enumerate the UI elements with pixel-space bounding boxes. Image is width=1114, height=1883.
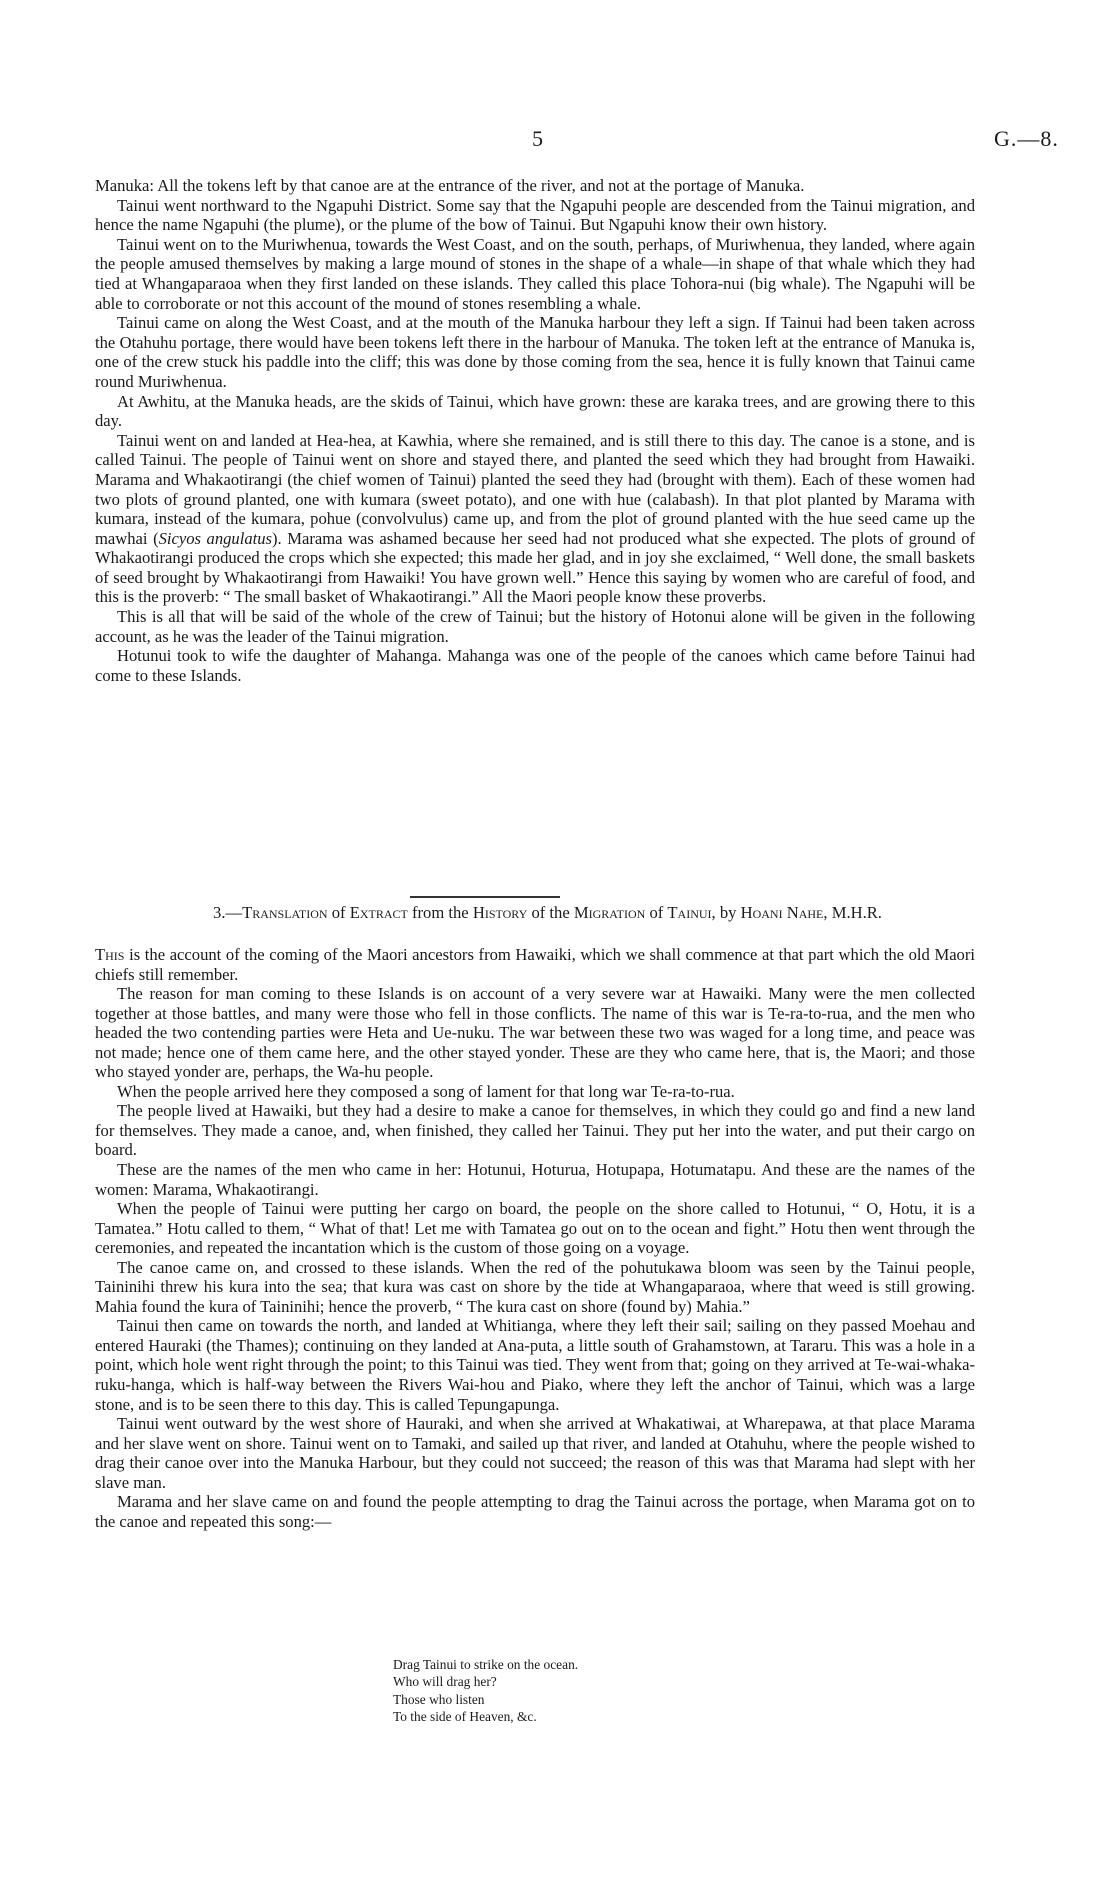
paragraph: Manuka: All the tokens left by that canoe are at the entrance of the river, and not at the portage of Manuka.	[95, 176, 805, 195]
heading-word: from the	[412, 903, 469, 922]
paragraph: Tainui went on to the Muriwhenua, towards the West Coast, and on the south, perhaps, of Muriwhenua, they landed, where again the people amused themselves by making a large mound of stones in the shape of a whale—in shape of that whale which they had tied at Whangaparaoa when they first landed on these islands. They called this place Tohora-nui (big whale). The Ngapuhi will be able to corroborate or not this account of the mound of stones resembling a whale.	[95, 234, 975, 313]
text-run: is the account of the coming of the Maori ancestors from Hawaiki, which we shall commence at that part which the old Maori chiefs still remember.	[95, 945, 975, 984]
heading-word: of	[331, 903, 346, 922]
paragraph: When the people arrived here they composed a song of lament for that long war Te-ra-to-rua.	[117, 1081, 735, 1101]
verse-line: Who will drag her?	[393, 1674, 497, 1690]
heading-number: 3.—	[213, 903, 243, 922]
verse-line: Those who listen	[393, 1691, 485, 1707]
section-divider	[410, 896, 560, 898]
heading-word: of	[649, 903, 664, 922]
text-run: ). Marama was ashamed because her seed had not produced what she expected. The plots of ground of Whakaotirangi produced the crops which she expected; this made her glad, and in joy she exclaimed, “ Well done, the small baskets of seed brought by Whakaotirangi from Hawaiki! You have grown well.” Hence this saying by women who are careful of food, and this is the proverb: “ The small basket of Whakaotirangi.” All the Maori people know these proverbs.	[95, 528, 976, 607]
opening-word: This	[95, 945, 125, 964]
paragraph	[95, 431, 975, 607]
paragraph: The people lived at Hawaiki, but they had a desire to make a canoe for themselves, in which they could go and find a new land for themselves. They made a canoe, and, when finished, they called her Tainui. They put her into the water, and put their cargo on board.	[95, 1101, 975, 1160]
narrative-part-two	[95, 945, 975, 1531]
heading-word: M.H.R.	[831, 903, 882, 922]
heading-word: of the	[531, 903, 570, 922]
song-verse	[393, 1656, 578, 1726]
text-run: Tainui went on and landed at Hea-hea, at Kawhia, where she remained, and is still there to this day. The canoe is a stone, and is called Tainui. The people of Tainui went on shore and stayed there, and planted the seed which they had brought from Hawaiki. Marama and Whakaotirangi (the chief women of Tainui) planted the seed they had (brought with them). Each of these women had two plots of ground planted, one with kumara (sweet potato), and one with hue (calabash). In that plot planted by Marama with kumara, instead of the kumara, pohue (convolvulus) came up, and from the plot of ground planted with the hue seed came up the mawhai (	[95, 430, 975, 548]
narrative-part-one	[95, 176, 975, 685]
paragraph: The reason for man coming to these Islands is on account of a very severe war at Hawaiki. Many were the men collected together at those battles, and many were those who fell in those conflicts. The name of this war is Te-ra-to-rua, and the men who headed the two contending parties were Heta and Ue-nuku. The war between these two was waged for a long time, and peace was not made; hence one of them came here, and the other stayed yonder. These are they who came here, that is, the Maori; and those who stayed yonder are, perhaps, the Wa-hu people.	[95, 984, 975, 1082]
paragraph: Marama and her slave came on and found the people attempting to drag the Tainui across the portage, when Marama got on to the canoe and repeated this song:—	[95, 1492, 975, 1531]
scientific-name: Sicyos angulatus	[158, 528, 273, 548]
paragraph: When the people of Tainui were putting her cargo on board, the people on the shore called to Hotunui, “ O, Hotu, it is a Tamatea.” Hotu called to them, “ What of that! Let me with Tamatea go out on to the ocean and fight.” Hotu then went through the ceremonies, and repeated the incantation which is the custom of those going on a voyage.	[95, 1199, 975, 1258]
heading-author: Hoani Nahe,	[740, 903, 828, 922]
verse-line: Drag Tainui to strike on the ocean.	[393, 1657, 579, 1672]
document-reference: G.—8.	[994, 126, 1059, 151]
paragraph: The canoe came on, and crossed to these islands. When the red of the pohutukawa bloom was seen by the Tainui people, Taininihi threw his kura into the sea; that kura was cast on shore by the tide at Whangaparaoa, where that weed is still growing. Mahia found the kura of Taininihi; hence the proverb, “ The kura cast on shore (found by) Mahia.”	[95, 1257, 975, 1316]
heading-word: Tainui,	[667, 903, 716, 922]
heading-word: Migration	[573, 903, 646, 922]
heading-word: Extract	[349, 903, 408, 922]
section-heading	[115, 903, 980, 923]
paragraph: At Awhitu, at the Manuka heads, are the skids of Tainui, which have grown: these are karaka trees, and are growing there to this day.	[95, 391, 975, 431]
heading-word: by	[719, 903, 737, 922]
paragraph: Tainui then came on towards the north, and landed at Whitianga, where they left their sail; sailing on they passed Moehau and entered Hauraki (the Thames); continuing on they landed at Ana-puta, a little south of Grahamstown, at Tararu. This was a hole in a point, which hole went right through the point; to this Tainui was tied. They went from that; going on they arrived at Te-wai-whaka-ruku-hanga, which is half-way between the Rivers Wai-hou and Piako, where they left the anchor of Tainui, which was a large stone, and is to be seen there to this day. This is called Tepungapunga.	[95, 1316, 975, 1414]
paragraph: Tainui went northward to the Ngapuhi District. Some say that the Ngapuhi people are descended from the Tainui migration, and hence the name Ngapuhi (the plume), or the plume of the bow of Tainui. But Ngapuhi know their own history.	[95, 195, 975, 235]
paragraph: Tainui came on along the West Coast, and at the mouth of the Manuka harbour they left a sign. If Tainui had been taken across the Otahuhu portage, there would have been tokens left there in the harbour of Manuka. The token left at the entrance of Manuka is, one of the crew stuck his paddle into the cliff; this was done by those coming from the sea, hence it is fully known that Tainui came round Muriwhenua.	[95, 313, 975, 391]
heading-word: Translation	[242, 903, 328, 922]
verse-line: To the side of Heaven, &c.	[393, 1709, 537, 1725]
paragraph: Tainui went outward by the west shore of Hauraki, and when she arrived at Whakatiwai, at Wharepawa, at that place Marama and her slave went on shore. Tainui went on to Tamaki, and sailed up that river, and landed at Otahuhu, where the people wished to drag their canoe over into the Manuka Harbour, but they could not succeed; the reason of this was that Marama had slept with her slave man.	[95, 1414, 975, 1492]
heading-word: History	[472, 903, 528, 922]
paragraph	[95, 945, 975, 984]
paragraph: Hotunui took to wife the daughter of Mahanga. Mahanga was one of the people of the canoes which came before Tainui had come to these Islands.	[95, 646, 975, 685]
paragraph: These are the names of the men who came in her: Hotunui, Hoturua, Hotupapa, Hotumatapu. And these are the names of the women: Marama, Whakaotirangi.	[95, 1160, 975, 1199]
paragraph: This is all that will be said of the whole of the crew of Tainui; but the history of Hotonui alone will be given in the following account, as he was the leader of the Tainui migration.	[95, 607, 975, 646]
page-number: 5	[532, 126, 543, 151]
